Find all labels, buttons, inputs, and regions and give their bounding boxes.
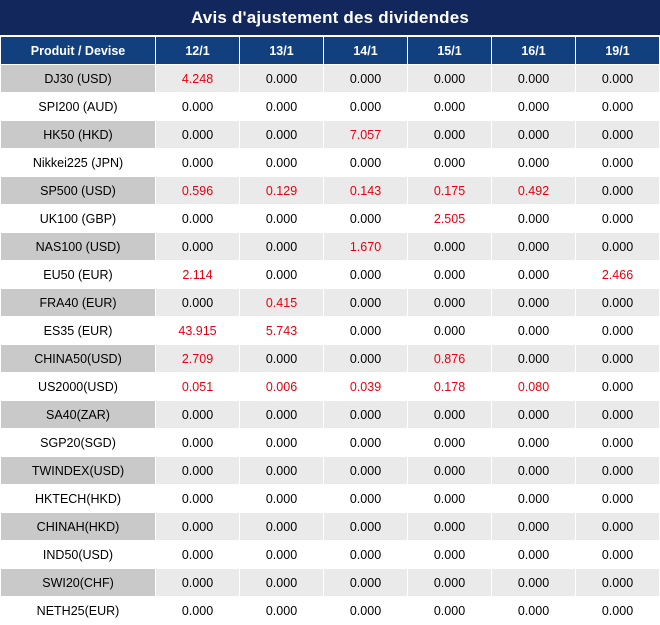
dividend-value: 0.000 xyxy=(324,65,408,93)
page-title: Avis d'ajustement des dividendes xyxy=(0,0,660,36)
dividend-value: 0.000 xyxy=(324,261,408,289)
dividend-value: 2.114 xyxy=(156,261,240,289)
product-label: EU50 (EUR) xyxy=(1,261,156,289)
product-label: UK100 (GBP) xyxy=(1,205,156,233)
dividend-value: 0.000 xyxy=(576,597,660,625)
dividend-value: 0.000 xyxy=(492,205,576,233)
dividend-value: 0.000 xyxy=(492,149,576,177)
dividend-value: 0.000 xyxy=(324,541,408,569)
dividend-value: 0.000 xyxy=(576,205,660,233)
dividend-value: 0.000 xyxy=(156,597,240,625)
dividend-value: 0.000 xyxy=(240,541,324,569)
dividend-value: 0.000 xyxy=(492,317,576,345)
dividend-value: 0.000 xyxy=(324,401,408,429)
dividend-value: 0.000 xyxy=(324,205,408,233)
dividend-value: 0.000 xyxy=(156,289,240,317)
table-header-row xyxy=(1,37,660,65)
dividend-value: 0.000 xyxy=(324,457,408,485)
product-label: FRA40 (EUR) xyxy=(1,289,156,317)
dividend-value: 0.000 xyxy=(324,569,408,597)
dividend-value: 0.000 xyxy=(156,93,240,121)
dividend-value: 0.000 xyxy=(408,233,492,261)
product-label: Nikkei225 (JPN) xyxy=(1,149,156,177)
dividend-value: 0.000 xyxy=(324,597,408,625)
dividend-value: 5.743 xyxy=(240,317,324,345)
dividend-value: 0.000 xyxy=(240,233,324,261)
table-row xyxy=(1,233,660,261)
dividend-value: 0.000 xyxy=(408,121,492,149)
product-label: IND50(USD) xyxy=(1,541,156,569)
table-row xyxy=(1,569,660,597)
dividend-value: 0.000 xyxy=(156,541,240,569)
dividend-value: 0.000 xyxy=(576,373,660,401)
dividend-value: 0.876 xyxy=(408,345,492,373)
table-body xyxy=(1,65,660,625)
dividend-value: 0.000 xyxy=(492,289,576,317)
dividend-value: 0.000 xyxy=(576,317,660,345)
product-label: SP500 (USD) xyxy=(1,177,156,205)
dividend-value: 0.000 xyxy=(576,93,660,121)
dividend-value: 0.000 xyxy=(492,65,576,93)
dividend-value: 0.000 xyxy=(240,485,324,513)
product-label: SGP20(SGD) xyxy=(1,429,156,457)
column-header-product: Produit / Devise xyxy=(1,37,156,65)
table-row xyxy=(1,93,660,121)
dividend-value: 0.000 xyxy=(576,65,660,93)
dividend-value: 0.000 xyxy=(240,569,324,597)
dividend-value: 1.670 xyxy=(324,233,408,261)
table-row xyxy=(1,373,660,401)
dividend-value: 0.000 xyxy=(408,597,492,625)
dividend-value: 0.000 xyxy=(492,569,576,597)
dividend-value: 0.000 xyxy=(576,513,660,541)
dividend-value: 0.000 xyxy=(408,429,492,457)
dividend-value: 0.000 xyxy=(324,317,408,345)
dividend-value: 0.000 xyxy=(324,345,408,373)
product-label: SWI20(CHF) xyxy=(1,569,156,597)
table-row xyxy=(1,149,660,177)
dividend-value: 0.000 xyxy=(408,541,492,569)
product-label: HK50 (HKD) xyxy=(1,121,156,149)
product-label: CHINA50(USD) xyxy=(1,345,156,373)
dividend-value: 0.080 xyxy=(492,373,576,401)
dividend-value: 0.000 xyxy=(156,513,240,541)
dividend-value: 0.143 xyxy=(324,177,408,205)
table-row xyxy=(1,205,660,233)
dividend-value: 0.000 xyxy=(408,261,492,289)
table-row xyxy=(1,289,660,317)
dividend-value: 0.000 xyxy=(576,177,660,205)
product-label: ES35 (EUR) xyxy=(1,317,156,345)
product-label: SA40(ZAR) xyxy=(1,401,156,429)
dividend-value: 0.000 xyxy=(324,485,408,513)
dividend-value: 0.000 xyxy=(492,457,576,485)
dividend-value: 0.000 xyxy=(324,513,408,541)
product-label: DJ30 (USD) xyxy=(1,65,156,93)
dividend-value: 0.000 xyxy=(492,93,576,121)
dividend-value: 0.000 xyxy=(240,261,324,289)
dividend-value: 0.039 xyxy=(324,373,408,401)
dividend-value: 0.051 xyxy=(156,373,240,401)
dividend-value: 0.000 xyxy=(156,485,240,513)
table-row xyxy=(1,541,660,569)
dividend-value: 0.000 xyxy=(240,65,324,93)
dividend-value: 0.000 xyxy=(240,149,324,177)
dividend-value: 0.000 xyxy=(408,457,492,485)
table-row xyxy=(1,429,660,457)
product-label: NAS100 (USD) xyxy=(1,233,156,261)
column-header-date: 12/1 xyxy=(156,37,240,65)
dividend-value: 43.915 xyxy=(156,317,240,345)
table-row xyxy=(1,121,660,149)
table-row xyxy=(1,401,660,429)
column-header-date: 15/1 xyxy=(408,37,492,65)
dividend-value: 0.000 xyxy=(576,149,660,177)
table-row xyxy=(1,457,660,485)
dividend-value: 0.000 xyxy=(324,93,408,121)
dividend-value: 0.178 xyxy=(408,373,492,401)
table-row xyxy=(1,177,660,205)
dividend-value: 0.006 xyxy=(240,373,324,401)
column-header-date: 16/1 xyxy=(492,37,576,65)
dividend-value: 0.000 xyxy=(324,429,408,457)
table-row xyxy=(1,261,660,289)
column-header-date: 19/1 xyxy=(576,37,660,65)
dividend-value: 0.000 xyxy=(156,149,240,177)
product-label: NETH25(EUR) xyxy=(1,597,156,625)
dividend-value: 0.000 xyxy=(576,401,660,429)
dividend-value: 0.000 xyxy=(408,485,492,513)
dividend-value: 0.000 xyxy=(576,121,660,149)
dividend-value: 0.000 xyxy=(324,149,408,177)
dividend-value: 0.000 xyxy=(408,569,492,597)
dividend-value: 4.248 xyxy=(156,65,240,93)
dividend-table xyxy=(0,36,660,625)
dividend-value: 0.000 xyxy=(156,205,240,233)
dividend-value: 0.000 xyxy=(492,513,576,541)
dividend-value: 0.000 xyxy=(324,289,408,317)
dividend-value: 0.000 xyxy=(156,429,240,457)
table-row xyxy=(1,485,660,513)
dividend-value: 0.000 xyxy=(240,429,324,457)
product-label: HKTECH(HKD) xyxy=(1,485,156,513)
dividend-value: 0.000 xyxy=(492,261,576,289)
dividend-value: 0.000 xyxy=(576,289,660,317)
dividend-value: 0.000 xyxy=(408,317,492,345)
dividend-value: 0.000 xyxy=(240,513,324,541)
dividend-value: 0.175 xyxy=(408,177,492,205)
dividend-value: 0.000 xyxy=(576,485,660,513)
dividend-value: 2.709 xyxy=(156,345,240,373)
dividend-value: 0.000 xyxy=(156,233,240,261)
product-label: US2000(USD) xyxy=(1,373,156,401)
dividend-value: 0.000 xyxy=(240,205,324,233)
table-row xyxy=(1,345,660,373)
table-header xyxy=(1,37,660,65)
dividend-value: 0.415 xyxy=(240,289,324,317)
product-label: TWINDEX(USD) xyxy=(1,457,156,485)
dividend-value: 7.057 xyxy=(324,121,408,149)
table-row xyxy=(1,597,660,625)
dividend-value: 0.129 xyxy=(240,177,324,205)
dividend-value: 0.000 xyxy=(492,345,576,373)
dividend-value: 0.000 xyxy=(240,597,324,625)
dividend-value: 0.000 xyxy=(492,121,576,149)
table-row xyxy=(1,513,660,541)
dividend-value: 0.000 xyxy=(156,569,240,597)
dividend-value: 0.000 xyxy=(576,541,660,569)
dividend-value: 0.000 xyxy=(576,457,660,485)
dividend-value: 0.000 xyxy=(240,121,324,149)
dividend-value: 0.000 xyxy=(492,401,576,429)
dividend-value: 0.000 xyxy=(408,65,492,93)
dividend-value: 2.466 xyxy=(576,261,660,289)
dividend-value: 0.000 xyxy=(576,345,660,373)
dividend-value: 0.000 xyxy=(156,121,240,149)
dividend-value: 0.000 xyxy=(240,93,324,121)
dividend-value: 0.000 xyxy=(240,401,324,429)
dividend-value: 0.000 xyxy=(492,429,576,457)
dividend-value: 0.492 xyxy=(492,177,576,205)
product-label: CHINAH(HKD) xyxy=(1,513,156,541)
dividend-value: 0.000 xyxy=(492,541,576,569)
table-row xyxy=(1,317,660,345)
dividend-value: 0.000 xyxy=(576,429,660,457)
dividend-value: 0.000 xyxy=(156,401,240,429)
dividend-value: 0.000 xyxy=(492,597,576,625)
dividend-value: 2.505 xyxy=(408,205,492,233)
dividend-value: 0.000 xyxy=(408,149,492,177)
dividend-value: 0.000 xyxy=(408,289,492,317)
dividend-value: 0.000 xyxy=(156,457,240,485)
column-header-date: 14/1 xyxy=(324,37,408,65)
dividend-value: 0.000 xyxy=(408,93,492,121)
dividend-value: 0.000 xyxy=(492,233,576,261)
product-label: SPI200 (AUD) xyxy=(1,93,156,121)
dividend-value: 0.000 xyxy=(240,457,324,485)
dividend-value: 0.000 xyxy=(576,233,660,261)
table-row xyxy=(1,65,660,93)
dividend-value: 0.000 xyxy=(240,345,324,373)
dividend-value: 0.596 xyxy=(156,177,240,205)
dividend-value: 0.000 xyxy=(408,401,492,429)
dividend-value: 0.000 xyxy=(408,513,492,541)
dividend-value: 0.000 xyxy=(576,569,660,597)
column-header-date: 13/1 xyxy=(240,37,324,65)
dividend-value: 0.000 xyxy=(492,485,576,513)
